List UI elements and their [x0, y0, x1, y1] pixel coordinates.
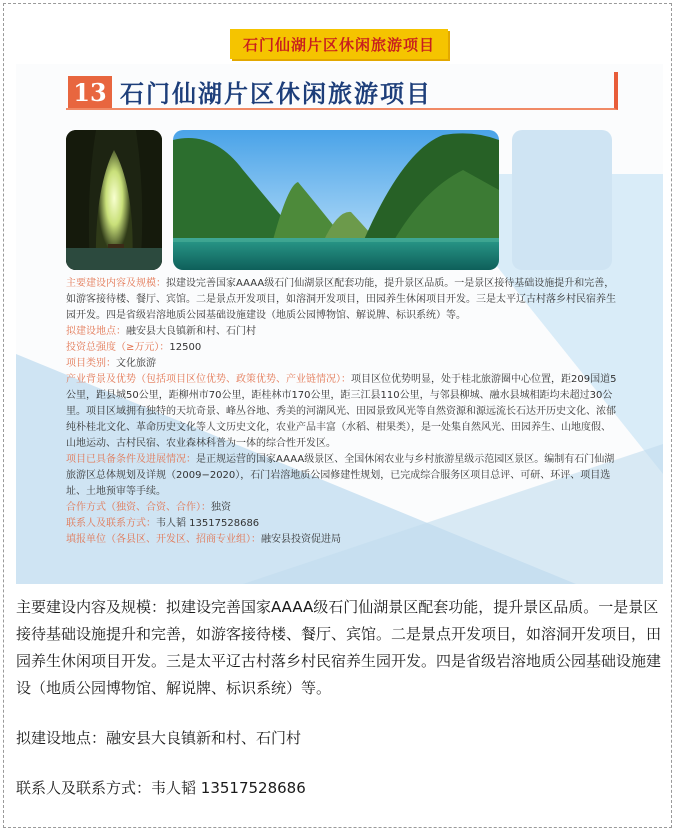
detail-label: 主要建设内容及规模： — [66, 278, 166, 289]
poster-title: 石门仙湖片区休闲旅游项目 — [120, 79, 432, 108]
detail-row — [66, 516, 618, 532]
detail-row — [66, 356, 618, 372]
title-banner — [230, 29, 448, 59]
detail-value: 融安县大良镇新和村、石门村 — [126, 326, 256, 337]
detail-value: 独资 — [211, 502, 231, 513]
detail-row — [66, 532, 618, 548]
detail-value: 拟建设完善国家AAAA级石门仙湖景区配套功能，提升景区品质。一是景区接待基础设施提升和完善，如游客接待楼、餐厅、宾馆。二是景点开发项目，如溶洞开发项目，田园养生休闲项目开发。三是太平辽古村落乡村民宿养生园开发。四是省级岩溶地质公园基础设施建设（地质公园博物馆、解说牌、标识系统）等。 — [66, 278, 616, 321]
detail-value: 12500 — [169, 342, 202, 353]
detail-row — [66, 452, 618, 500]
detail-label: 项目类别： — [66, 358, 116, 369]
placeholder-panel — [512, 130, 612, 270]
detail-value: 文化旅游 — [116, 358, 156, 369]
detail-label: 拟建设地点： — [66, 326, 126, 337]
detail-label: 投资总强度（≥万元）： — [66, 342, 170, 353]
detail-label: 联系人及联系方式： — [66, 518, 156, 529]
banner-title: 石门仙湖片区休闲旅游项目 — [242, 35, 435, 54]
poster-details — [66, 276, 618, 548]
lake-photo — [173, 130, 499, 270]
detail-row — [66, 372, 618, 452]
detail-value: 融安县投资促进局 — [261, 534, 341, 545]
detail-row — [66, 324, 618, 340]
detail-label: 合作方式（独资、合资、合作）： — [66, 502, 211, 513]
detail-label: 项目已具备条件及进展情况： — [66, 454, 196, 465]
detail-row — [66, 340, 618, 356]
paragraph-contact: 联系人及联系方式：韦人韬 13517528686 — [16, 779, 306, 797]
project-number: 13 — [68, 76, 112, 108]
detail-label: 填报单位（各县区、开发区、招商专业组）： — [66, 534, 261, 545]
detail-row — [66, 500, 618, 516]
detail-value: 韦人韬 13517528686 — [156, 518, 260, 529]
article-body — [16, 594, 668, 802]
detail-value: 项目区位优势明显，处于桂北旅游圈中心位置，距209国道5公里，距县城50公里，距柳州市70公里，距桂林市170公里，距三江县110公里，与邻县柳城、融水县城相距均未超过30公里。项目区域拥有独特的天坑奇景、峰丛谷地、秀美的河湖风光、田园景致风光等自然资源和源远流长石达开历史文化、浓郁纯朴桂北文化、革命历史文化等人文历史文化，农业产品丰富（水稻、柑果类），是一处集自然风光、田园养生、山地度假、山地运动、古村民宿、农业森林科普为一体的综合性开发区。 — [66, 374, 617, 449]
cave-photo — [66, 130, 162, 270]
paragraph-scope: 主要建设内容及规模：拟建设完善国家AAAA级石门仙湖景区配套功能，提升景区品质。一是景区接待基础设施提升和完善，如游客接待楼、餐厅、宾馆。二是景点开发项目，如溶洞开发项目，田园养生休闲项目开发。三是太平辽古村落乡村民宿养生园开发。四是省级岩溶地质公园基础设施建设（地质公园博物馆、解说牌、标识系统）等。 — [16, 598, 662, 697]
detail-value: 是正规运营的国家AAAA级景区、全国休闲农业与乡村旅游星级示范园区景区。编制有石门仙湖旅游区总体规划及详规（2009−2020），石门岩溶地质公园修建性规划，已完成综合服务区项目总评、可研、环评、项目选址、土地预审等手续。 — [66, 454, 615, 497]
detail-row — [66, 276, 618, 324]
paragraph-location: 拟建设地点：融安县大良镇新和村、石门村 — [16, 729, 302, 747]
detail-label: 产业背景及优势（包括项目区位优势、政策优势、产业链情况）： — [66, 374, 351, 385]
project-poster — [16, 64, 663, 584]
